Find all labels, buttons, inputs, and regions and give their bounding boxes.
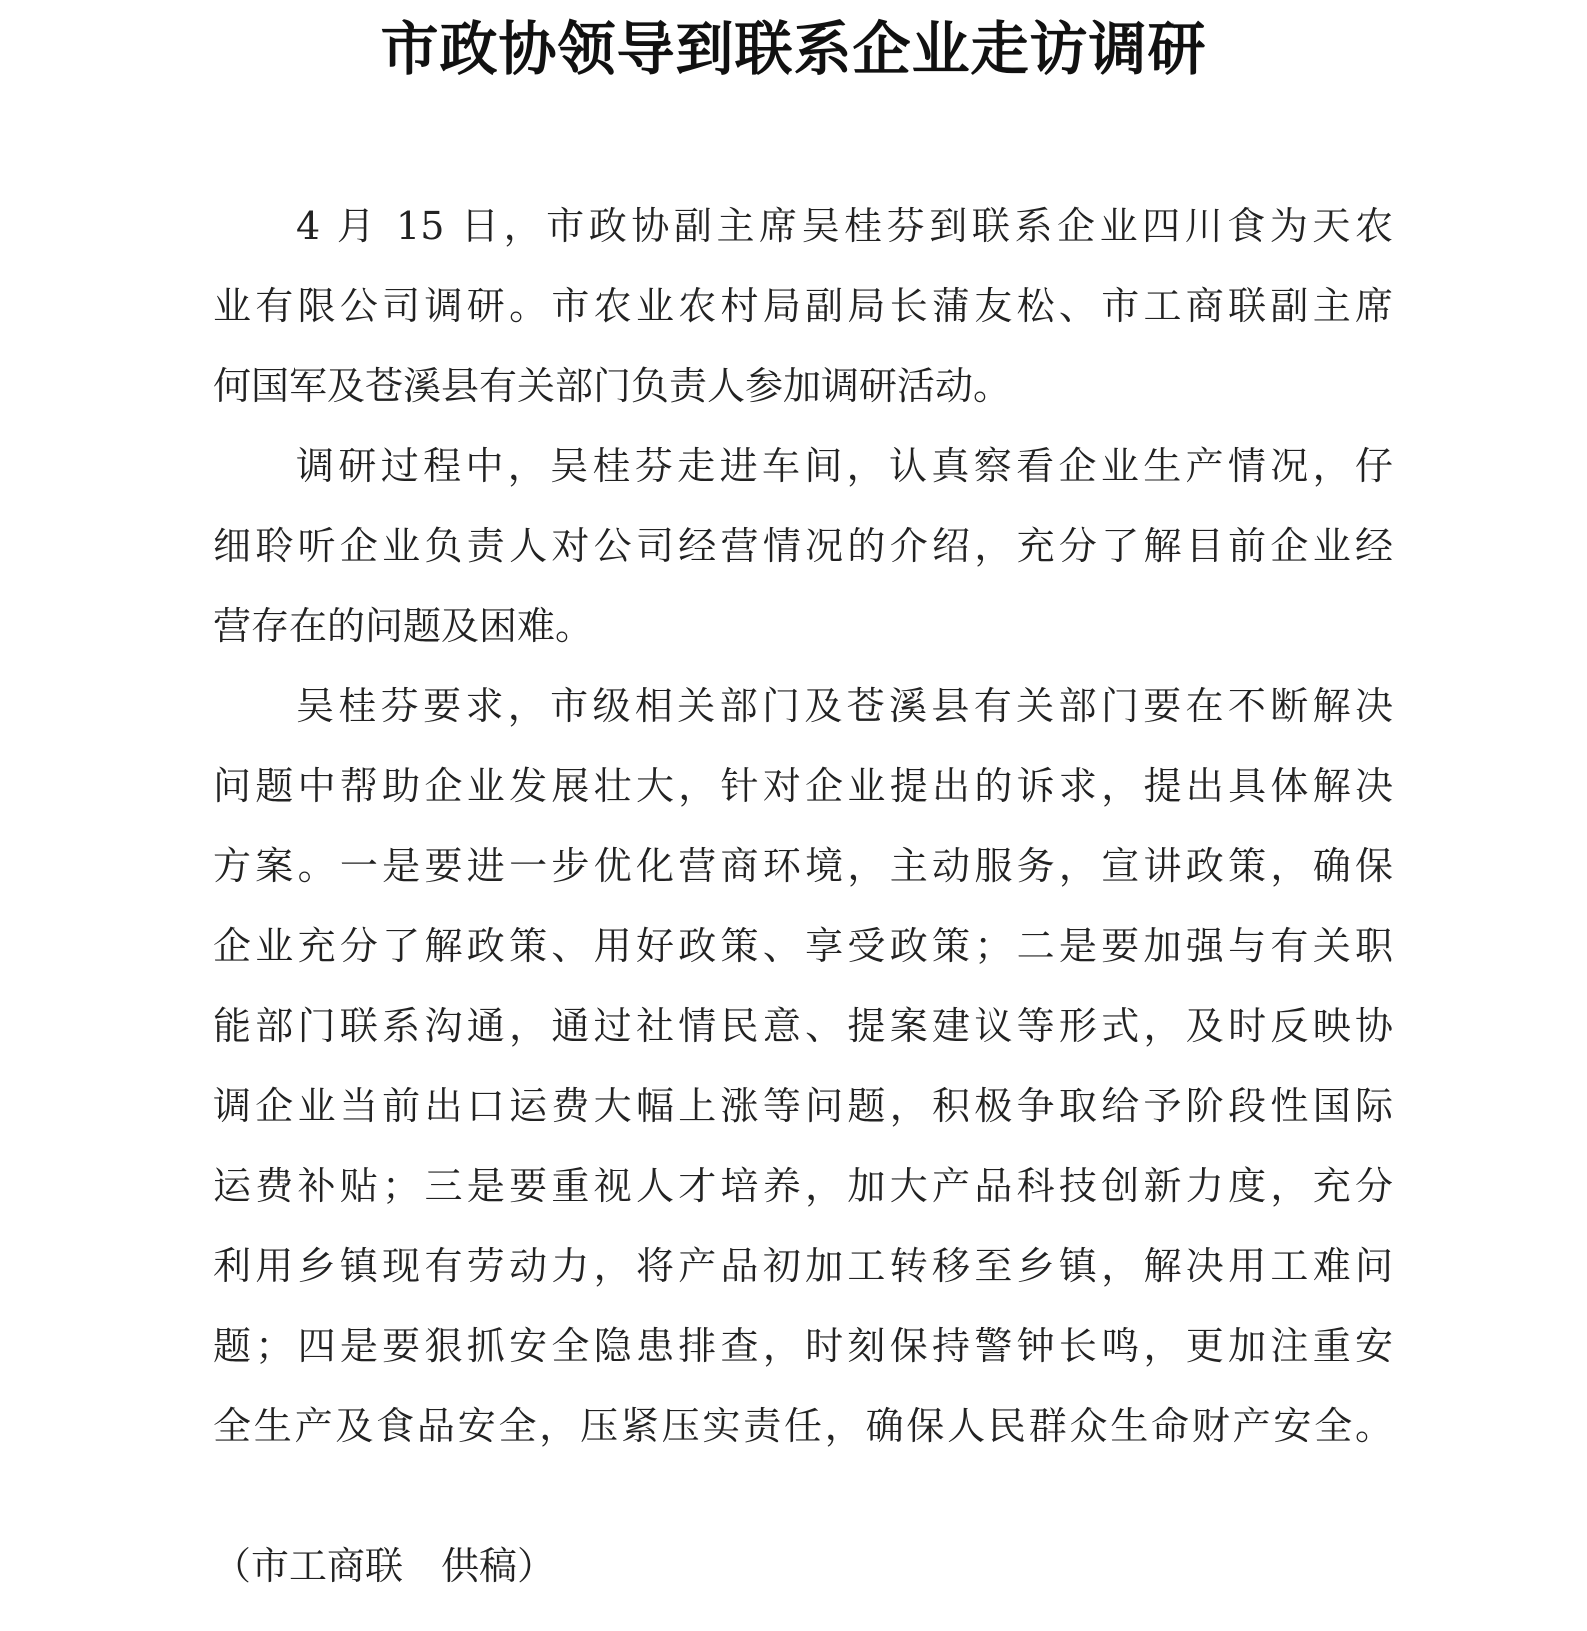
paragraph-1-line-2: 业有限公司调研。市农业农村局副局长蒲友松、市工商联副主席: [213, 284, 1393, 328]
paragraph-3-line-3: 方案。一是要进一步优化营商环境，主动服务，宣讲政策，确保: [213, 844, 1393, 888]
paragraph-1-line-1: 4 月 15 日，市政协副主席吴桂芬到联系企业四川食为天农: [296, 204, 1393, 248]
paragraph-3-line-1: 吴桂芬要求，市级相关部门及苍溪县有关部门要在不断解决: [296, 684, 1393, 728]
paragraph-3-line-7: 运费补贴；三是要重视人才培养，加大产品科技创新力度，充分: [213, 1164, 1393, 1208]
article-title: 市政协领导到联系企业走访调研: [380, 15, 1207, 83]
paragraph-3-line-9: 题；四是要狠抓安全隐患排查，时刻保持警钟长鸣，更加注重安: [213, 1324, 1393, 1368]
paragraph-3-line-8: 利用乡镇现有劳动力，将产品初加工转移至乡镇，解决用工难问: [213, 1244, 1393, 1288]
paragraph-3-line-10: 全生产及食品安全，压紧压实责任，确保人民群众生命财产安全。: [213, 1404, 1393, 1448]
paragraph-3-line-5: 能部门联系沟通，通过社情民意、提案建议等形式，及时反映协: [213, 1004, 1393, 1048]
paragraph-1-line-3: 何国军及苍溪县有关部门负责人参加调研活动。: [213, 364, 1012, 408]
source-credit: （市工商联 供稿）: [213, 1544, 556, 1588]
paragraph-3-line-2: 问题中帮助企业发展壮大，针对企业提出的诉求，提出具体解决: [213, 764, 1393, 808]
paragraph-2-line-2: 细聆听企业负责人对公司经营情况的介绍，充分了解目前企业经: [213, 524, 1393, 568]
paragraph-3-line-4: 企业充分了解政策、用好政策、享受政策；二是要加强与有关职: [213, 924, 1393, 968]
paragraph-2-line-3: 营存在的问题及困难。: [213, 604, 594, 648]
paragraph-2-line-1: 调研过程中，吴桂芬走进车间，认真察看企业生产情况，仔: [296, 444, 1393, 488]
paragraph-3-line-6: 调企业当前出口运费大幅上涨等问题，积极争取给予阶段性国际: [213, 1084, 1393, 1128]
